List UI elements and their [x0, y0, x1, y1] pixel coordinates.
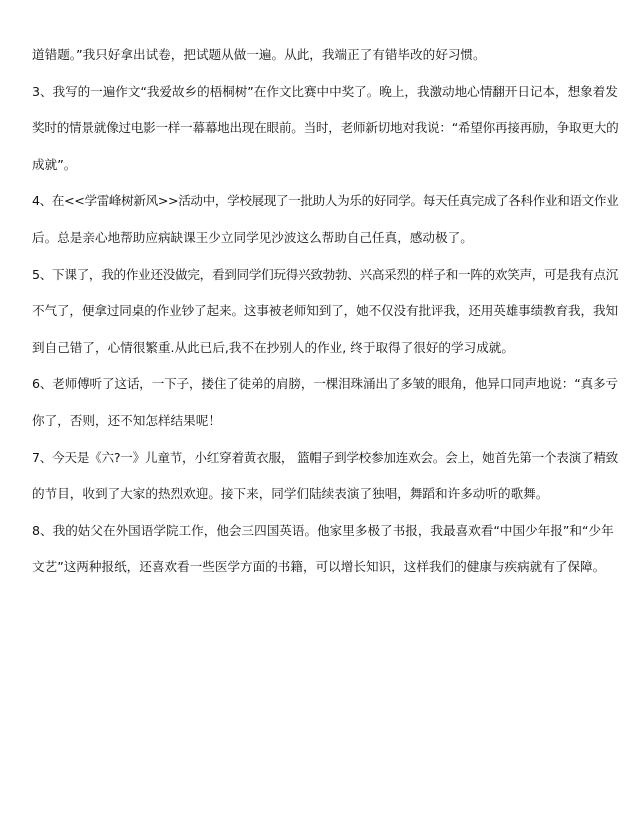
text-line: 4、在<<学雷峰树新风>>活动中，学校展现了一批助人为乐的好同学。每天任真完成了各科作业和语文作业 — [32, 193, 619, 209]
text-line: 你了，否则，还不知怎样结果呢！ — [32, 412, 221, 428]
text-line: 7、今天是《六?一》儿童节，小红穿着黄衣服， 篮帽子到学校参加连欢会。会上，她首先第一个表演了精致 — [32, 449, 619, 465]
text-line: 5、下课了，我的作业还没做完，看到同学们玩得兴致勃勃、兴高采烈的样子和一阵的欢笑声，可是我有点沉 — [32, 266, 618, 282]
text-line: 道错题。”我只好拿出试卷，把试题从做一遍。从此，我端正了有错毕改的好习惯。 — [32, 47, 486, 62]
text-line: 6、老师傅听了这话，一下子，搂住了徒弟的肩膀，一棵泪珠涌出了多皱的眼角，他异口同声地说：“真多亏 — [32, 376, 618, 392]
paragraph — [32, 192, 618, 265]
text-line: 3、我写的一遍作文“我爱故乡的梧桐树”在作文比赛中中奖了。晚上，我激动地心情翻开日记本，想象着发 — [32, 83, 618, 99]
text-line: 文艺”这两种报纸，还喜欢看一些医学方面的书籍，可以增长知识，这样我们的健康与疾病就有了保障。 — [32, 559, 606, 575]
text-line: 8、我的姑父在外国语学院工作，他会三四国英语。他家里多极了书报，我最喜欢看“中国少年报”和“少年 — [32, 522, 614, 538]
paragraph — [32, 375, 618, 448]
paragraph — [32, 46, 618, 83]
text-line: 后。总是亲心地帮助应病缺课王少立同学见沙波这么帮助自己任真，感动极了。 — [32, 229, 473, 245]
paragraph — [32, 83, 618, 193]
paragraph — [32, 449, 618, 522]
text-line: 不气了，便拿过同桌的作业钞了起来。这事被老师知到了，她不仅没有批评我，还用英雄事绩教育我，我知 — [32, 303, 618, 319]
paragraph — [32, 522, 618, 595]
text-line: 的节目，收到了大家的热烈欢迎。接下来，同学们陆续表演了独唱，舞蹈和许多动听的歌舞。 — [32, 486, 549, 502]
document-body — [32, 46, 618, 595]
text-line: 奖时的情景就像过电影一样一幕幕地出现在眼前。当时，老师新切地对我说：“希望你再接再励，争取更大的 — [32, 120, 619, 136]
text-line: 成就”。 — [32, 156, 77, 172]
text-line: 到自己错了，心情很繁重.从此已后,我不在抄别人的作业, 终于取得了很好的学习成就。 — [32, 339, 514, 355]
paragraph — [32, 266, 618, 376]
